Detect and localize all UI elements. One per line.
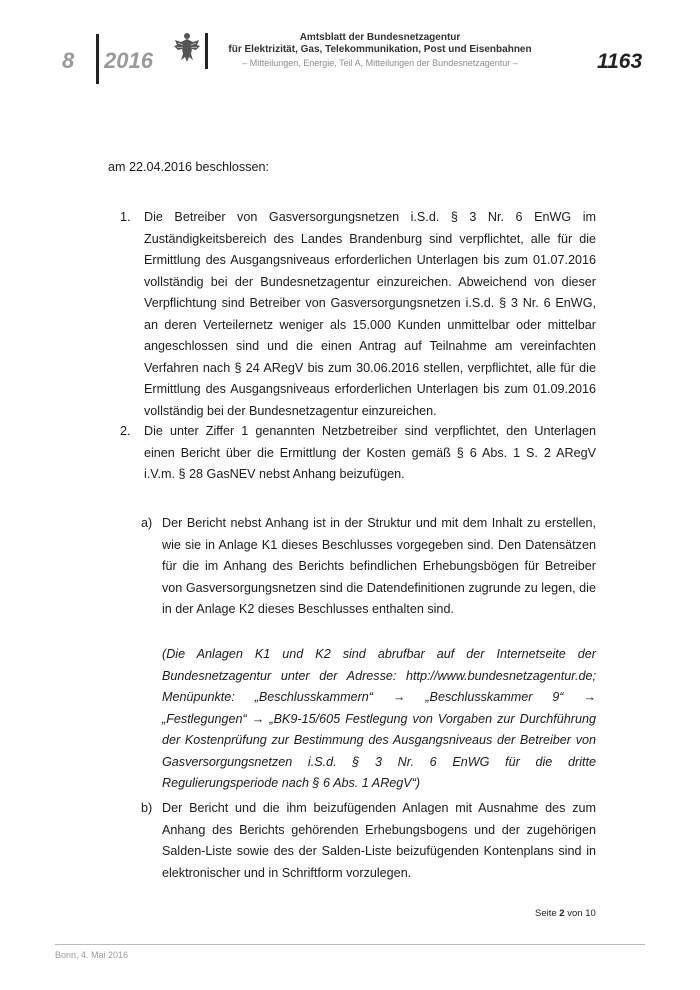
header-subtitle: – Mitteilungen, Energie, Teil A, Mitteilungen der Bundesnetzagentur – — [242, 58, 518, 68]
item-1-text: Die Betreiber von Gasversorgungsnetzen i.S.d. § 3 Nr. 6 EnWG im Zuständigkeitsbereich des Landes Brandenburg sind verpflichtet, alle für die Ermittlung des Ausgangsniveaus erforderlichen Unterlagen bis zum 01.07.2016 vollständig bei der Bundesnetzagentur einzureichen. Abweichend von dieser Verpflichtung sind Betreiber von Gasversorgungsnetzen i.S.d. § 3 Nr. 6 EnWG, an deren Verteilernetz weniger als 15.000 Kunden unmittelbar oder mittelbar angeschlossen sind und die einen Antrag auf Teilnahme am vereinfachten Verfahren nach § 24 ARegV bis zum 30.06.2016 stellen, verpflichtet, alle für die Ermittlung des Ausgangsniveaus erforderlichen Unterlagen bis zum 01.09.2016 vollständig bei der Bundesnetzagentur einzureichen. — [144, 210, 596, 418]
issue-year: 2016 — [104, 48, 153, 73]
item-2b-text: Der Bericht und die ihm beizufügenden Anlagen mit Ausnahme des zum Anhang des Berichts gehörenden Erhebungsbogens und der zugehörigen Salden-Liste sowie des der Salden-Liste beizufügenden Kontenplans sind in elektronischer und in Schriftform vorzulegen. — [162, 801, 596, 880]
logo-divider — [205, 33, 208, 69]
footer-page-indicator — [535, 908, 596, 919]
item-2b-marker: b) — [141, 801, 153, 815]
footer-page-total: 10 — [585, 908, 596, 919]
federal-eagle-icon — [172, 30, 202, 64]
header-title-line1: Amtsblatt der Bundesnetzagentur — [299, 32, 461, 43]
intro-text: am 22.04.2016 beschlossen: — [108, 160, 270, 174]
footer-date: Bonn, 4. Mai 2016 — [55, 950, 129, 960]
item-2-text: Die unter Ziffer 1 genannten Netzbetreiber sind verpflichtet, den Unterlagen einen Bericht über die Ermittlung der Kosten gemäß § 6 Abs. 1 S. 2 ARegV i.V.m. § 28 GasNEV nebst Anhang beizufügen. — [144, 424, 596, 481]
header-title-line2: für Elektrizität, Gas, Telekommunikation, Post und Eisenbahnen — [228, 44, 532, 55]
footer-divider — [55, 944, 645, 945]
header-title — [215, 32, 545, 56]
issue-divider — [96, 34, 99, 84]
item-2-marker: 2. — [120, 424, 131, 438]
issue-number: 8 — [62, 48, 76, 73]
item-2a-marker: a) — [141, 516, 153, 530]
footer-page-current: 2 — [559, 908, 565, 919]
item-2a-text: Der Bericht nebst Anhang ist in der Struktur und mit dem Inhalt zu erstellen, wie sie in Anlage K1 dieses Beschlusses vorgegeben sind. Den Datensätzen für die im Anhang des Berichts befindlichen Erhebungsbögen für Betreiber von Gasversorgungsnetzen sind die Datendefinitionen zugrunde zu legen, die in der Anlage K2 dieses Beschlusses enthalten sind. — [162, 516, 596, 616]
annex-note: (Die Anlagen K1 und K2 sind abrufbar auf der Internetseite der Bundesnetzagentur unter der Adresse: http://www.bundesnetzagentur.de; Menüpunkte: „Beschlusskammern“ → „Beschlusskammer 9“ → „Festlegungen“ → „BK9-15/605 Festlegung von Vorgaben zur Durchführung der Kostenprüfung zur Bestimmung des Ausgangsniveaus der Betreiber von Gasversorgungsnetzen i.S.d. § 3 Nr. 6 EnWG für die dritte Regulierungsperiode nach § 6 Abs. 1 ARegV“) — [162, 647, 596, 790]
item-1-marker: 1. — [120, 210, 131, 224]
footer-page-prefix: Seite — [535, 908, 557, 919]
footer-page-sep: von — [567, 908, 583, 919]
page-number: 1163 — [597, 50, 643, 73]
